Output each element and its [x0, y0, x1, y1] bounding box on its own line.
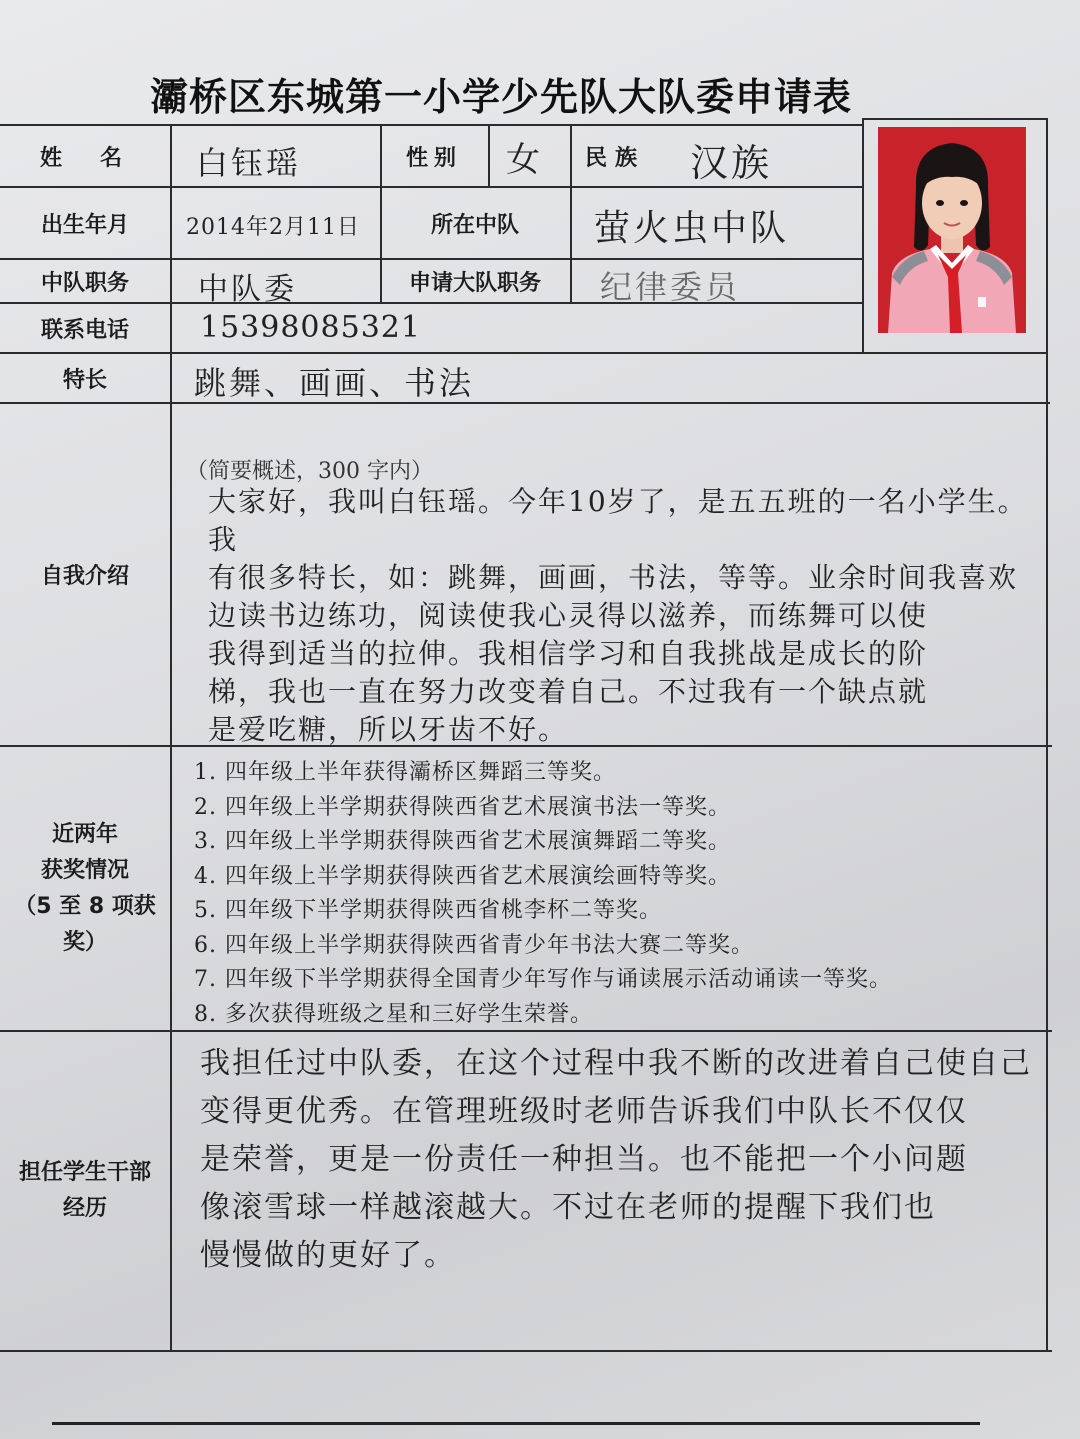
self-intro-label: 自我介绍	[40, 564, 129, 589]
experience-line: 慢慢做的更好了。	[200, 1238, 456, 1273]
grid-line	[862, 118, 864, 352]
name-value: 白钰瑶	[196, 144, 302, 182]
self-intro-line: 是爱吃糖，所以牙齿不好。	[208, 713, 569, 746]
experience-line: 是荣誉，更是一份责任一种担当。也不能把一个小问题	[200, 1142, 968, 1177]
award-item: 7. 四年级下半学期获得全国青少年写作与诵读展示活动诵读一等奖。	[194, 967, 892, 992]
gender-label: 性别	[405, 145, 462, 171]
specialty-value: 跳舞、画画、书法	[194, 364, 475, 402]
grid-line	[0, 1350, 1052, 1352]
award-item: 8. 多次获得班级之星和三好学生荣誉。	[194, 1001, 593, 1027]
awards-label-line: 奖）	[62, 929, 107, 955]
experience-line: 我担任过中队委，在这个过程中我不断的改进着自己使自己	[200, 1046, 1032, 1081]
id-photo	[878, 127, 1026, 333]
award-item: 1. 四年级上半年获得灞桥区舞蹈三等奖。	[194, 760, 616, 785]
portrait-image	[878, 127, 1026, 333]
self-intro-line: 边读书边练功，阅读使我心灵得以滋养，而练舞可以使	[208, 599, 929, 632]
award-item: 6. 四年级上半学期获得陕西省青少年书法大赛二等奖。	[194, 932, 754, 958]
squad-value: 萤火虫中队	[594, 208, 790, 249]
grid-line	[862, 118, 1046, 120]
experience-line: 像滚雪球一样越滚越大。不过在老师的提醒下我们也	[200, 1190, 936, 1225]
apply-role-label: 申请大队职务	[408, 270, 541, 296]
self-intro-line: 大家好，我叫白钰瑶。今年10岁了，是五五班的一名小学生。我	[208, 485, 1028, 556]
ethnicity-value: 汉族	[690, 141, 773, 185]
squad-role-label: 中队职务	[40, 270, 129, 296]
award-item: 2. 四年级上半学期获得陕西省艺术展演书法一等奖。	[194, 794, 731, 820]
self-intro-line: 有很多特长，如：跳舞，画画，书法，等等。业余时间我喜欢	[208, 561, 1019, 594]
name-label: 姓 名	[39, 145, 130, 171]
phone-value: 15398085321	[200, 310, 421, 345]
phone-label: 联系电话	[40, 317, 129, 343]
self-intro-line: 我得到适当的拉伸。我相信学习和自我挑战是成长的阶	[208, 637, 929, 670]
grid-line	[488, 124, 490, 186]
awards-label-line: 获奖情况	[40, 857, 129, 883]
self-intro-hint: （简要概述，300 字内）	[186, 459, 433, 484]
birth-label: 出生年月	[40, 212, 129, 238]
squad-label: 所在中队	[430, 212, 519, 238]
ethnicity-label: 民族	[584, 145, 645, 171]
birth-value: 2014年2月11日	[186, 215, 360, 240]
award-item: 5. 四年级下半学期获得陕西省桃李杯二等奖。	[194, 898, 662, 923]
experience-label-line: 担任学生干部	[18, 1160, 151, 1185]
awards-label-line: （5 至 8 项获	[14, 893, 156, 919]
self-intro-text	[208, 483, 1048, 749]
apply-role-value: 纪律委员	[600, 268, 741, 306]
bottom-line	[52, 1422, 980, 1425]
specialty-label: 特长	[62, 367, 107, 393]
awards-label-line: 近两年	[51, 821, 118, 847]
gender-value: 女	[506, 140, 543, 180]
experience-label-line: 经历	[62, 1196, 107, 1221]
awards-label	[0, 747, 170, 1030]
award-item: 3. 四年级上半学期获得陕西省艺术展演舞蹈二等奖。	[194, 829, 731, 854]
self-intro-line: 梯，我也一直在努力改变着自己。不过我有一个缺点就	[208, 675, 929, 708]
experience-text	[200, 1040, 1040, 1280]
experience-label	[0, 1032, 170, 1350]
squad-role-value: 中队委	[198, 272, 297, 307]
experience-line: 变得更优秀。在管理班级时老师告诉我们中队长不仅仅	[200, 1094, 968, 1129]
grid-line	[170, 124, 172, 1350]
form-title: 灞桥区东城第一小学少先队大队委申请表	[150, 75, 853, 119]
award-item: 4. 四年级上半学期获得陕西省艺术展演绘画特等奖。	[194, 863, 731, 889]
awards-list	[194, 756, 1054, 1032]
